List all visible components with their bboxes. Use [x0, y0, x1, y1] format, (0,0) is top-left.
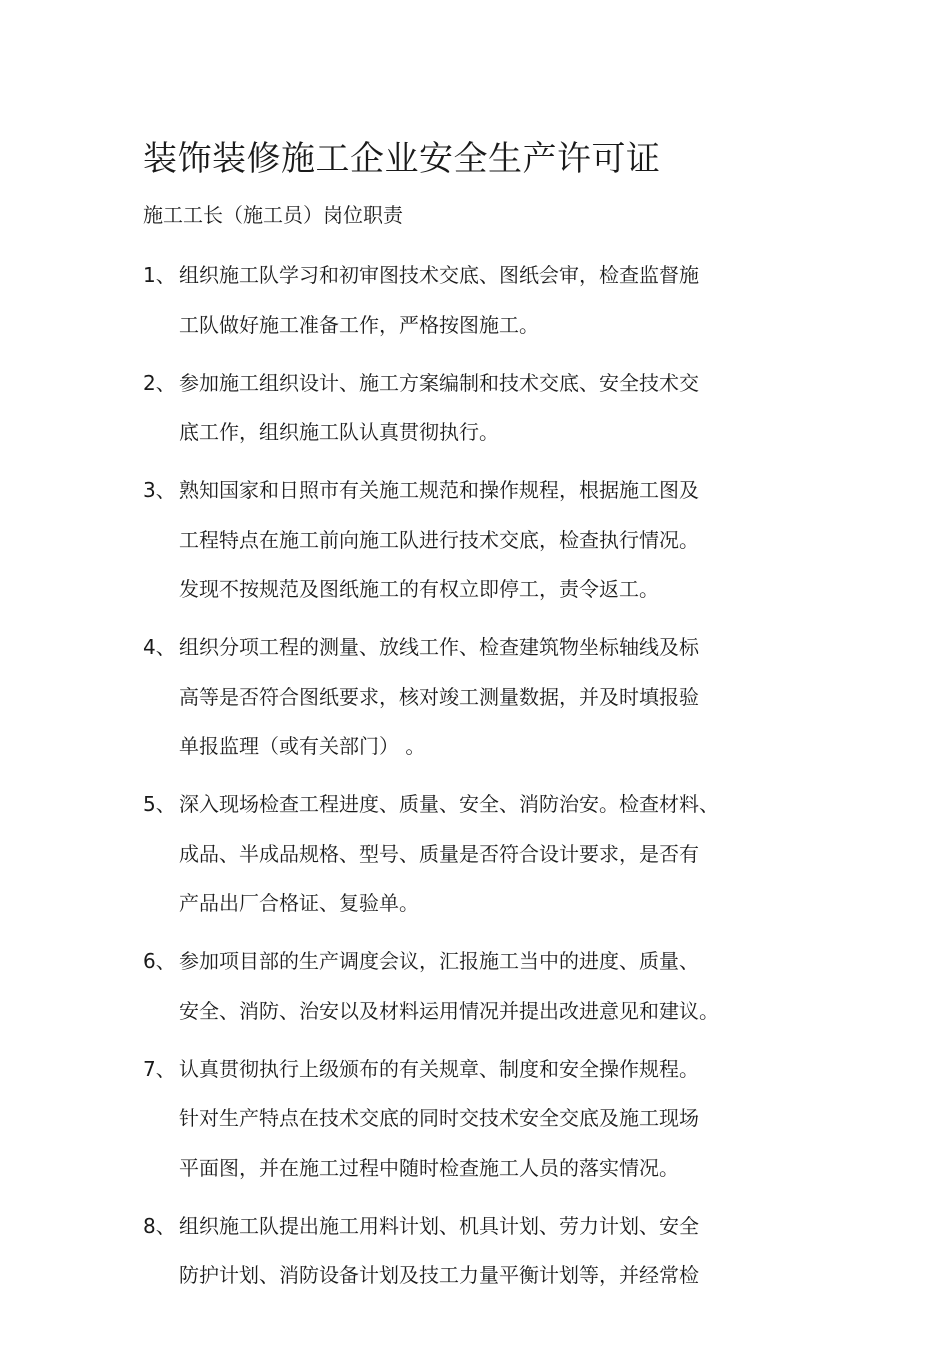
duty-text-line: 单报监理（或有关部门） 。 [179, 734, 426, 758]
duty-number: 4、 [143, 635, 176, 659]
document-title: 装饰装修施工企业安全生产许可证 [143, 139, 661, 179]
duty-text-line: 成品、半成品规格、型号、质量是否符合设计要求，是否有 [179, 841, 699, 866]
duty-text-line: 工队做好施工准备工作，严格按图施工。 [179, 312, 539, 337]
document-subtitle: 施工工长（施工员）岗位职责 [143, 203, 403, 227]
duty-text-line: 安全、消防、治安以及材料运用情况并提出改进意见和建议。 [179, 998, 719, 1023]
duty-number: 8、 [143, 1213, 176, 1238]
duty-item-1 [143, 251, 783, 350]
duty-text-line: 认真贯彻执行上级颁布的有关规章、制度和安全操作规程。 [179, 1056, 699, 1081]
duty-text-line: 组织分项工程的测量、放线工作、检查建筑物坐标轴线及标 [179, 635, 699, 659]
duty-item-6 [143, 937, 783, 1036]
duty-text-line: 底工作，组织施工队认真贯彻执行。 [179, 420, 499, 444]
duty-text-line: 熟知国家和日照市有关施工规范和操作规程，根据施工图及 [179, 478, 699, 502]
duty-text-line: 防护计划、消防设备计划及技工力量平衡计划等，并经常检 [179, 1263, 699, 1287]
duty-number: 5、 [143, 792, 176, 816]
duty-item-7 [143, 1045, 783, 1194]
duty-text-line: 发现不按规范及图纸施工的有权立即停工，责令返工。 [179, 577, 659, 601]
duty-item-5 [143, 780, 783, 929]
duty-text-line: 组织施工队提出施工用料计划、机具计划、劳力计划、安全 [179, 1213, 699, 1238]
duty-text-line: 工程特点在施工前向施工队进行技术交底，检查执行情况。 [179, 527, 699, 552]
duty-number: 7、 [143, 1056, 176, 1081]
duty-text-line: 深入现场检查工程进度、质量、安全、消防治安。检查材料、 [179, 792, 719, 816]
duty-number: 1、 [143, 263, 176, 287]
duty-number: 3、 [143, 478, 176, 502]
duty-item-4 [143, 623, 783, 772]
duty-item-8 [143, 1202, 783, 1301]
duty-item-2 [143, 359, 783, 458]
duty-text-line: 组织施工队学习和初审图技术交底、图纸会审，检查监督施 [179, 263, 699, 287]
duty-list [143, 251, 783, 1309]
duty-text-line: 产品出厂合格证、复验单。 [179, 891, 419, 915]
duty-text-line: 平面图，并在施工过程中随时检查施工人员的落实情况。 [179, 1155, 679, 1180]
duty-text-line: 参加项目部的生产调度会议，汇报施工当中的进度、质量、 [179, 949, 699, 973]
duty-item-3 [143, 466, 783, 615]
duty-number: 6、 [143, 949, 176, 973]
duty-text-line: 参加施工组织设计、施工方案编制和技术交底、安全技术交 [179, 370, 699, 395]
duty-text-line: 针对生产特点在技术交底的同时交技术安全交底及施工现场 [179, 1106, 699, 1130]
duty-text-line: 高等是否符合图纸要求，核对竣工测量数据，并及时填报验 [179, 684, 699, 709]
duty-number: 2、 [143, 370, 176, 395]
